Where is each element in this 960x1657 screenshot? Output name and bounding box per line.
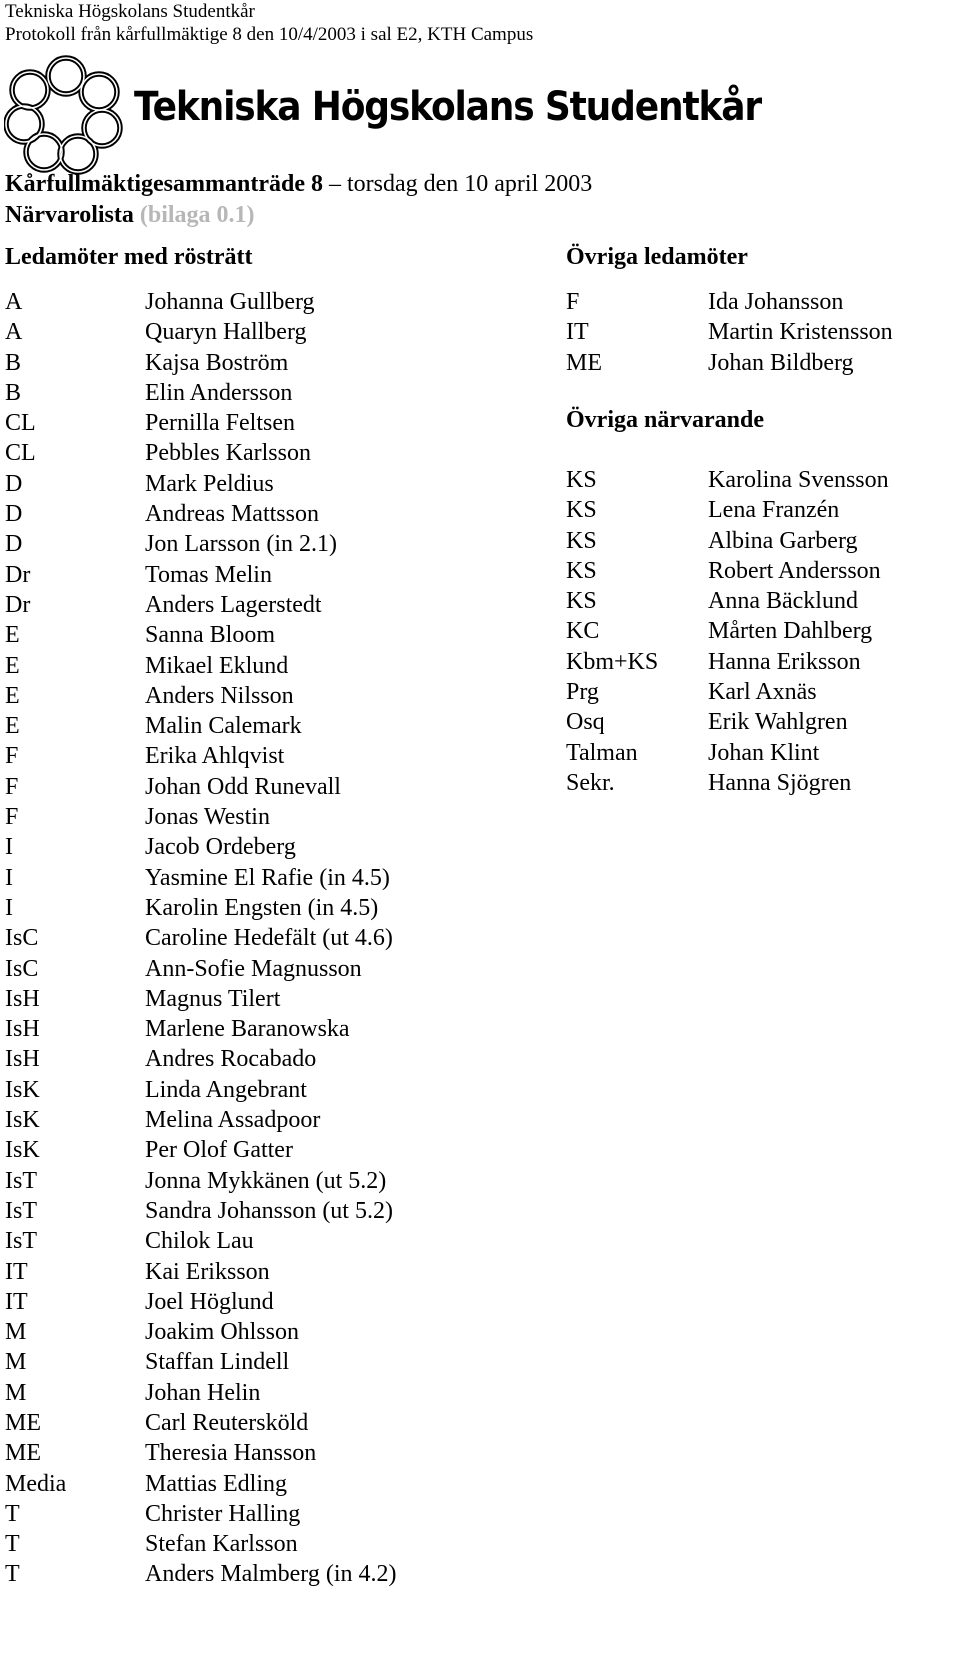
member-name: Andres Rocabado [145,1046,317,1073]
section-code: B [5,379,22,406]
section-code: F [566,289,580,315]
section-code: E [5,652,20,679]
section-code: Sekr. [566,769,615,796]
section-code: Kbm+KS [566,648,659,675]
member-name: Erik Wahlgren [708,709,848,736]
member-name: Tomas Melin [145,561,272,588]
member-name: Karolina Svensson [708,467,889,493]
member-name: Elin Andersson [145,379,293,406]
member-name: Magnus Tilert [145,985,281,1012]
member-name: Stefan Karlsson [145,1531,298,1558]
attendance-subtitle [5,200,255,230]
attendance-subtitle-text: Närvarolista [5,202,134,228]
section-code: Prg [566,679,599,706]
section-code: F [5,804,19,831]
section-code: IsC [5,925,39,952]
section-code: E [5,713,20,740]
member-name: Anders Nilsson [145,682,294,709]
logo-wordmark: Tekniska Högskolans Studentkår [134,84,761,130]
section-code: CL [5,440,36,467]
member-name: Linda Angebrant [145,1076,307,1103]
member-name: Jacob Ordeberg [145,834,296,861]
meeting-title [5,169,592,199]
section-code: I [5,894,13,921]
member-name: Mårten Dahlberg [708,618,873,645]
member-name: Jonas Westin [145,804,270,831]
section-code: A [5,319,23,346]
section-code: T [5,1500,20,1527]
section-code: E [5,682,20,709]
section-code: D [5,531,23,558]
section-code: IsK [5,1137,40,1164]
member-name: Kai Eriksson [145,1258,270,1285]
section-code: IsH [5,985,40,1012]
member-name: Mark Peldius [145,470,274,497]
section-code: IsH [5,1016,40,1043]
section-code: T [5,1531,20,1558]
section-code: CL [5,410,36,437]
member-name: Hanna Eriksson [708,648,861,675]
member-name: Martin Kristensson [708,319,893,346]
section-code: Media [5,1470,67,1497]
section-code: KS [566,557,597,584]
section-code: IsH [5,1046,40,1073]
member-name: Joel Höglund [145,1288,274,1315]
section-code: D [5,501,23,528]
member-name: Kajsa Boström [145,349,289,376]
member-name: Albina Garberg [708,527,858,554]
member-name: Pernilla Feltsen [145,410,295,437]
member-name: Johanna Gullberg [145,289,315,315]
member-name: Staffan Lindell [145,1349,290,1376]
member-name: Anders Malmberg (in 4.2) [145,1561,397,1588]
section-code: M [5,1349,27,1376]
member-name: Quaryn Hallberg [145,319,307,346]
member-name: Karolin Engsten (in 4.5) [145,894,379,921]
section-code: ME [5,1409,41,1436]
member-name: Christer Halling [145,1500,301,1527]
header-protocol-line: Protokoll från kårfullmäktige 8 den 10/4/2003 i sal E2, KTH Campus [5,24,534,45]
section-code: B [5,349,22,376]
section-code: M [5,1319,27,1346]
member-name: Sanna Bloom [145,622,275,649]
section-code: Talman [566,739,638,766]
member-name: Pebbles Karlsson [145,440,311,467]
member-name: Sandra Johansson (ut 5.2) [145,1197,393,1224]
member-name: Carl Reutersköld [145,1409,309,1436]
other-present-heading: Övriga närvarande [566,407,764,433]
member-name: Mikael Eklund [145,652,289,679]
member-name: Marlene Baranowska [145,1016,350,1043]
section-code: IsT [5,1167,37,1194]
meeting-title-date: – torsdag den 10 april 2003 [322,171,593,197]
member-name: Melina Assadpoor [145,1107,321,1134]
section-code: IsK [5,1076,40,1103]
member-name: Hanna Sjögren [708,769,852,796]
member-name: Joakim Ohlsson [145,1319,300,1346]
section-code: F [5,743,19,770]
member-name: Robert Andersson [708,557,881,584]
section-code: KC [566,618,600,645]
attendance-subtitle-note: (bilaga 0.1) [139,202,255,228]
member-name: Andreas Mattsson [145,501,319,528]
section-code: IT [5,1288,28,1315]
section-code: ME [566,349,602,376]
member-name: Johan Klint [708,739,820,766]
member-name: Ida Johansson [708,289,844,315]
member-name: Ann-Sofie Magnusson [145,955,362,982]
member-name: Mattias Edling [145,1470,287,1497]
section-code: F [5,773,19,800]
section-code: ME [5,1440,41,1467]
member-name: Theresia Hansson [145,1440,317,1467]
section-code: I [5,864,13,891]
section-code: IT [566,319,589,346]
other-members-heading: Övriga ledamöter [566,244,748,270]
member-name: Johan Helin [145,1379,261,1406]
section-code: I [5,834,13,861]
member-name: Caroline Hedefält (ut 4.6) [145,925,393,952]
member-name: Johan Bildberg [708,349,854,376]
section-code: KS [566,588,597,615]
section-code: Dr [5,561,31,588]
section-code: T [5,1561,20,1588]
member-name: Jon Larsson (in 2.1) [145,531,337,558]
member-name: Lena Franzén [708,497,840,524]
interlocking-rings-logo [4,52,128,176]
member-name: Anna Bäcklund [708,588,858,615]
meeting-title-bold: Kårfullmäktigesammanträde 8 [5,171,323,197]
member-name: Malin Calemark [145,713,302,740]
section-code: IsC [5,955,39,982]
section-code: D [5,470,23,497]
member-name: Johan Odd Runevall [145,773,341,800]
member-name: Jonna Mykkänen (ut 5.2) [145,1167,387,1194]
member-name: Chilok Lau [145,1228,254,1255]
member-name: Per Olof Gatter [145,1137,293,1164]
voting-members-heading: Ledamöter med rösträtt [5,244,253,270]
section-code: KS [566,497,597,524]
section-code: IsT [5,1197,37,1224]
member-name: Erika Ahlqvist [145,743,285,770]
member-name: Yasmine El Rafie (in 4.5) [145,864,390,891]
section-code: E [5,622,20,649]
section-code: Osq [566,709,605,736]
member-name: Karl Axnäs [708,679,817,706]
section-code: Dr [5,591,31,618]
section-code: KS [566,527,597,554]
section-code: A [5,289,23,315]
section-code: IT [5,1258,28,1285]
section-code: IsT [5,1228,37,1255]
header-org-line: Tekniska Högskolans Studentkår [5,1,255,22]
section-code: M [5,1379,27,1406]
member-name: Anders Lagerstedt [145,591,322,618]
section-code: IsK [5,1107,40,1134]
section-code: KS [566,467,597,493]
